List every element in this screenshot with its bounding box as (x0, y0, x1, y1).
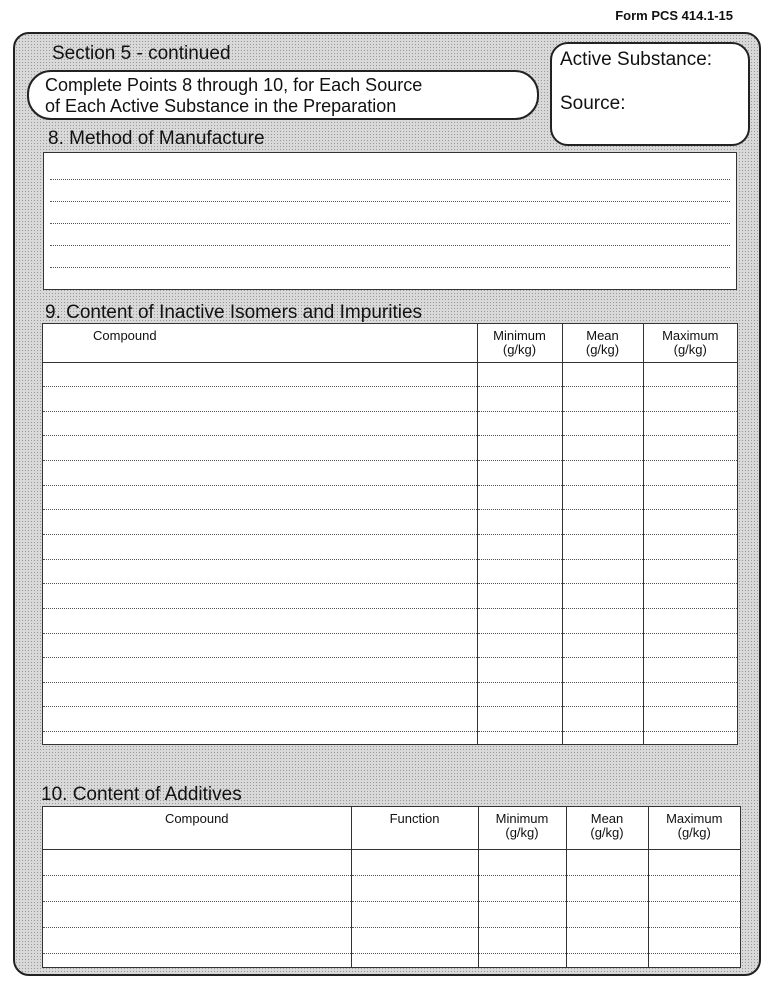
table-row[interactable] (43, 608, 737, 633)
section-9-heading: 9. Content of Inactive Isomers and Impurities (45, 302, 423, 323)
column-header-maximum: Maximum (g/kg) (643, 324, 737, 362)
writing-line (50, 179, 730, 180)
writing-line (50, 201, 730, 202)
column-header-compound: Compound (43, 807, 351, 849)
column-header-function: Function (351, 807, 478, 849)
table-row[interactable] (43, 875, 740, 901)
column-header-mean: Mean (g/kg) (562, 324, 643, 362)
table-row[interactable] (43, 362, 737, 387)
table-row[interactable] (43, 901, 740, 927)
section-10-heading: 10. Content of Additives (41, 784, 242, 805)
writing-line (50, 267, 730, 268)
table-row[interactable] (43, 411, 737, 436)
table-row[interactable] (43, 682, 737, 707)
table-row[interactable] (43, 732, 737, 744)
column-header-minimum: Minimum (g/kg) (478, 807, 566, 849)
section-title: Section 5 - continued (52, 43, 231, 64)
writing-line (50, 223, 730, 224)
column-header-maximum: Maximum (g/kg) (648, 807, 740, 849)
writing-line (50, 245, 730, 246)
table-row[interactable] (43, 387, 737, 412)
table-row[interactable] (43, 707, 737, 732)
table-row[interactable] (43, 584, 737, 609)
section-5-panel (13, 32, 761, 976)
section-8-heading: 8. Method of Manufacture (48, 128, 265, 149)
table-header-row (43, 324, 737, 362)
table-row[interactable] (43, 954, 740, 967)
additives-table (43, 807, 740, 967)
table-row[interactable] (43, 928, 740, 954)
table-row[interactable] (43, 510, 737, 535)
column-header-compound: Compound (43, 324, 477, 362)
impurities-table (43, 324, 737, 744)
instruction-line-2: of Each Active Substance in the Preparation (45, 96, 397, 116)
table-row[interactable] (43, 658, 737, 683)
column-header-mean: Mean (g/kg) (566, 807, 648, 849)
form-number: Form PCS 414.1-15 (615, 8, 733, 23)
table-row[interactable] (43, 485, 737, 510)
active-substance-box[interactable] (550, 42, 750, 146)
table-row[interactable] (43, 633, 737, 658)
table-row[interactable] (43, 461, 737, 486)
table-row[interactable] (43, 849, 740, 875)
table-row[interactable] (43, 534, 737, 559)
table-row[interactable] (43, 436, 737, 461)
instruction-box (27, 70, 539, 120)
method-of-manufacture-field[interactable] (43, 152, 737, 290)
table-header-row (43, 807, 740, 849)
active-substance-label: Active Substance: (560, 49, 713, 70)
table-row[interactable] (43, 559, 737, 584)
source-label: Source: (560, 93, 626, 114)
column-header-minimum: Minimum (g/kg) (477, 324, 562, 362)
instruction-line-1: Complete Points 8 through 10, for Each Source (45, 75, 423, 95)
